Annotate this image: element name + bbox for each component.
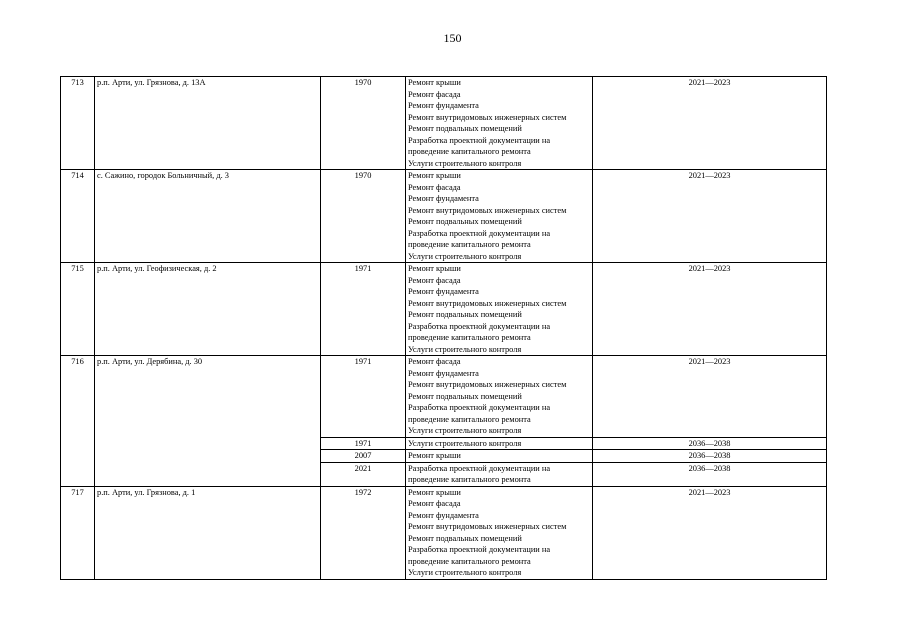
work-item: Услуги строительного контроля — [408, 426, 522, 435]
row-works — [406, 263, 593, 356]
table-row — [61, 486, 827, 579]
work-item: Ремонт фасада — [408, 357, 461, 366]
row-period: 2036—2038 — [593, 462, 827, 486]
row-works — [406, 462, 593, 486]
row-works — [406, 356, 593, 438]
work-item: Ремонт внутридомовых инженерных систем — [408, 522, 567, 531]
work-item: Ремонт внутридомовых инженерных систем — [408, 298, 567, 308]
work-item: Разработка проектной документации на — [408, 228, 551, 238]
work-item: Разработка проектной документации на — [408, 545, 551, 554]
table-row — [61, 170, 827, 263]
work-item: Услуги строительного контроля — [408, 251, 522, 261]
work-item: проведение капитального ремонта — [408, 475, 531, 484]
table-body — [61, 77, 827, 580]
work-item: Ремонт фасада — [408, 275, 461, 285]
work-item: Ремонт подвальных помещений — [408, 217, 522, 226]
work-item: Ремонт крыши — [408, 264, 461, 273]
work-item: проведение капитального ремонта — [408, 414, 531, 424]
work-item: Ремонт подвальных помещений — [408, 533, 522, 543]
row-address: р.п. Арти, ул. Грязнова, д. 13А — [95, 77, 321, 170]
work-item: Разработка проектной документации на — [408, 135, 551, 145]
row-period: 2036—2038 — [593, 437, 827, 450]
row-address: р.п. Арти, ул. Дерябина, д. 30 — [95, 356, 321, 487]
work-item: Ремонт внутридомовых инженерных систем — [408, 112, 567, 122]
row-year: 1971 — [321, 263, 406, 356]
row-works — [406, 170, 593, 263]
row-period: 2021—2023 — [593, 170, 827, 263]
work-item: Ремонт внутридомовых инженерных систем — [408, 205, 567, 215]
table-row — [61, 77, 827, 170]
work-item: Услуги строительного контроля — [408, 158, 522, 168]
row-address: с. Сажино, городок Больничный, д. 3 — [95, 170, 321, 263]
house-repair-table — [60, 76, 827, 580]
row-year: 1971 — [321, 356, 406, 438]
row-address: р.п. Арти, ул. Грязнова, д. 1 — [95, 486, 321, 579]
work-item: Ремонт фундамента — [408, 368, 479, 378]
work-item: Ремонт фундамента — [408, 510, 479, 520]
row-period: 2021—2023 — [593, 356, 827, 438]
page-number: 150 — [443, 31, 462, 45]
row-number: 715 — [61, 263, 95, 356]
row-year: 1972 — [321, 486, 406, 579]
row-works — [406, 486, 593, 579]
work-item: Разработка проектной документации на — [408, 403, 551, 412]
work-item: Ремонт подвальных помещений — [408, 310, 522, 319]
row-number: 717 — [61, 486, 95, 579]
row-period: 2021—2023 — [593, 77, 827, 170]
work-item: Ремонт фасада — [408, 499, 461, 508]
row-works — [406, 450, 593, 463]
work-item: Разработка проектной документации на — [408, 463, 551, 473]
work-item: Ремонт крыши — [408, 451, 461, 460]
work-item: Услуги строительного контроля — [408, 568, 522, 577]
row-works — [406, 437, 593, 450]
work-item: Разработка проектной документации на — [408, 321, 551, 331]
work-item: проведение капитального ремонта — [408, 147, 531, 156]
work-item: Ремонт крыши — [408, 171, 461, 180]
work-item: Ремонт внутридомовых инженерных систем — [408, 380, 567, 389]
work-item: Услуги строительного контроля — [408, 344, 522, 354]
row-year: 1970 — [321, 77, 406, 170]
row-number: 716 — [61, 356, 95, 487]
work-item: Ремонт фасада — [408, 89, 461, 99]
work-item: Ремонт крыши — [408, 487, 461, 497]
work-item: Ремонт фундамента — [408, 287, 479, 296]
work-item: Ремонт фасада — [408, 182, 461, 192]
row-period: 2021—2023 — [593, 263, 827, 356]
work-item: Ремонт фундамента — [408, 101, 479, 110]
row-number: 714 — [61, 170, 95, 263]
table-row — [61, 356, 827, 438]
work-item: проведение капитального ремонта — [408, 240, 531, 249]
work-item: Ремонт крыши — [408, 78, 461, 87]
row-period: 2036—2038 — [593, 450, 827, 463]
row-address: р.п. Арти, ул. Геофизическая, д. 2 — [95, 263, 321, 356]
row-number: 713 — [61, 77, 95, 170]
row-year: 1971 — [321, 437, 406, 450]
row-year: 1970 — [321, 170, 406, 263]
row-year: 2007 — [321, 450, 406, 463]
work-item: Ремонт фундамента — [408, 194, 479, 203]
row-year: 2021 — [321, 462, 406, 486]
table-row — [61, 263, 827, 356]
work-item: Ремонт подвальных помещений — [408, 124, 522, 133]
row-works — [406, 77, 593, 170]
row-period: 2021—2023 — [593, 486, 827, 579]
work-item: проведение капитального ремонта — [408, 556, 531, 566]
work-item: Ремонт подвальных помещений — [408, 391, 522, 401]
work-item: Услуги строительного контроля — [408, 438, 522, 448]
work-item: проведение капитального ремонта — [408, 333, 531, 342]
